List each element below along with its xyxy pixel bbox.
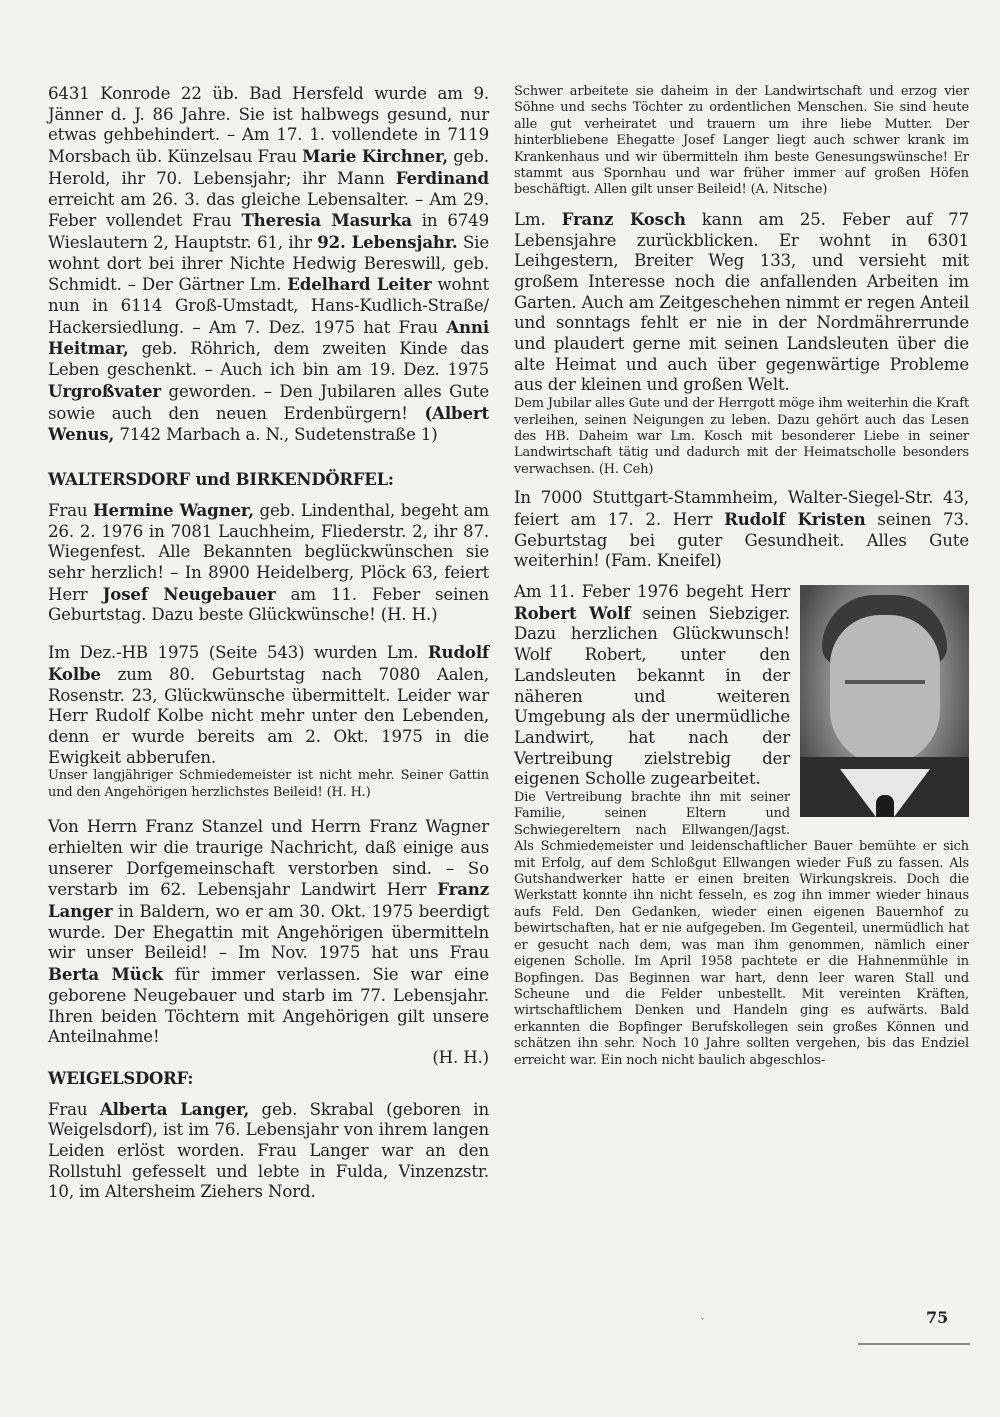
text: geb. Lindenthal, begeht am 26. 2. 1976 in 7081 Lauchheim, Fliederstr. 2, ihr 87. Wiegenfest. Alle Bekannten beglückwünschen sie sehr herzlich! – In 8900 Heidelberg, Plöck 63, feiert Herr [48, 500, 489, 604]
text: Frau [48, 1099, 100, 1119]
name-rudolf-kolbe: Rudolf Kolbe [48, 642, 489, 684]
text: kann am 25. Feber auf 77 Lebensjahre zurückblicken. Er wohnt in 6301 Leihgestern, Breiter Weg 133, und versieht mit großem Interesse noch die anfallenden Arbeiten im Garten. Auch am Zeitgeschehen nimmt er regen Anteil und sonntags fehlt er nie in der Nordmährerrunde und plaudert gerne mit seinen Landsleuten über die alte Heimat und auch über gegenwärtige Probleme aus der kleinen und großen Welt. [514, 209, 969, 395]
paragraph-alberta-langer [48, 1099, 489, 1204]
emphasis-92-lebensjahr: 92. Lebensjahr. [317, 231, 458, 252]
text: geworden. – Den Jubilaren alles Gute sowie auch den neuen Erdenbürgern! [48, 381, 489, 423]
section-heading-waltersdorf: WALTERSDORF und BIRKENDÖRFEL: [48, 469, 394, 489]
text: In 7000 Stuttgart-Stammheim, Walter-Siegel-Str. 43, feiert am 17. 2. Herr [514, 488, 969, 529]
paragraph-kosch-wishes: Dem Jubilar alles Gute und der Herrgott möge ihm weiterhin die Kraft verleihen, seinen Neigungen zu leben. Dazu gehört auch das Lesen des HB. Daheim war Lm. Kosch mit besonderer Liebe in seiner Landwirtschaft tätig und dadurch mit der Heimatscholle besonders verwachsen. (H. Ceh) [514, 396, 969, 477]
name-albert-wenus: (Albert Wenus, [48, 402, 489, 445]
text: Im Dez.-HB 1975 (Seite 543) wurden Lm. [48, 643, 428, 663]
page-number: 75 [926, 1308, 949, 1327]
text: geb. Skrabal (geboren in Weigelsdorf), ist im 76. Lebensjahr von ihrem langen Leiden erlöst worden. Frau Langer war an den Rollstuhl gefesselt und lebte in Fulda, Vinzenzstr. 10, im Altersheim Ziehers Nord. [48, 1099, 489, 1202]
name-josef-neugebauer: Josef Neugebauer [102, 583, 276, 604]
text: Sie wohnt dort bei ihrer Nichte Hedwig Bereswill, geb. Schmidt. – Der Gärtner Lm. [48, 232, 489, 295]
text: Frau [48, 500, 94, 520]
text: 7142 Marbach a. N., Sudetenstraße 1) [114, 425, 438, 445]
text: Lm. [514, 209, 562, 229]
text: in Baldern, wo er am 30. Okt. 1975 beerdigt wurde. Der Ehegattin mit Angehörigen übermitteln wir unser Beileid! – Im Nov. 1975 hat uns Frau [48, 902, 489, 963]
paragraph-hermine-wagner [48, 500, 489, 626]
paragraph-langer-family: Schwer arbeitete sie daheim in der Landwirtschaft und erzog vier Söhne und sechs Töchter zu ordentlichen Menschen. Sie sind heute alle gut verheiratet und trauern um ihre liebe Mutter. Der hinterbliebene Ehegatte Josef Langer liegt auch schwer krank im Krankenhaus und wir übermitteln ihm beste Genesungswünsche! Er stammt aus Spornhau und war früher immer auf großen Höfen beschäftigt. Allen gilt unser Beileid! (A. Nitsche) [514, 84, 969, 198]
section-heading-weigelsdorf: WEIGELSDORF: [48, 1068, 194, 1088]
portrait-photo-robert-wolf [800, 585, 969, 817]
text: seinen Siebziger. Dazu herzlichen Glückwunsch! Wolf Robert, unter den Landsleuten bekannt in der näheren und weiteren Umgebung als der unermüdliche Landwirt, hat nach der Vertreibung zielstrebig der eigenen Scholle zugearbeitet. [514, 603, 790, 789]
left-column [48, 84, 489, 1203]
text: erreicht am 26. 3. das gleiche Lebensalter. – Am 29. Feber vollendet Frau [48, 189, 489, 231]
paragraph-rudolf-kolbe [48, 642, 489, 768]
emphasis-urgrossvater: Urgroßvater [48, 380, 161, 401]
paragraph-wolf-biography: Die Vertreibung brachte ihn mit seiner Familie, seinen Eltern und Schwiegereltern nach Ellwangen/Jagst. Als Schmiedemeister und leidenschaftlicher Bauer bemühte er sich mit Erfolg, auf dem Schloßgut Ellwangen wieder Fuß zu fassen. Als Gutshandwerker hatte er einen breiten Wirkungskreis. Doch die Werkstatt konnte ihn nicht fesseln, es zog ihn immer wieder hinaus aufs Feld. Den Gedanken, wieder einen eigenen Bauernhof zu bewirtschaften, hat er nie aufgegeben. Im Gegenteil, unermüdlich hat er gesucht nach dem, was man ihm genommen, nämlich einer eigenen Scholle. Im April 1958 pachtete er die Hahnenmühle in Bopfingen. Das Beginnen war hart, denn leer waren Stall und Scheune und die Felder unbestellt. Mit vereinten Kräften, wirtschaftlichem Denken und Handeln ging es aufwärts. Bald erkannten die Bopfinger Berufskollegen sein großes Können und schätzen ihn sehr. Noch 10 Jahre sollten vergehen, bis das Endziel erreicht war. Ein noch nicht baulich abgeschlos- [514, 790, 969, 1068]
name-anni-heitmar: Anni Heitmar, [48, 316, 489, 359]
name-rudolf-kristen: Rudolf Kristen [724, 508, 866, 529]
text: in 6749 Wieslautern 2, Hauptstr. 61, ihr [48, 211, 489, 252]
paragraph-kolbe-condolence: Unser langjähriger Schmiedemeister ist nicht mehr. Seiner Gattin und den Angehörigen herzlichstes Beileid! (H. H.) [48, 768, 489, 800]
signature-hh: (H. H.) [432, 1047, 489, 1067]
paragraph-rudolf-kristen [514, 488, 969, 572]
name-robert-wolf: Robert Wolf [514, 602, 631, 623]
photo-image [800, 585, 969, 817]
footer-rule [858, 1343, 970, 1345]
text: geb. Herold, ihr 70. Lebensjahr; ihr Mann [48, 147, 489, 188]
text: zum 80. Geburtstag nach 7080 Aalen, Rosenstr. 23, Glückwünsche übermittelt. Leider war Herr Rudolf Kolbe nicht mehr unter den Lebenden, denn er wurde bereits am 2. Okt. 1975 in die Ewigkeit abberufen. [48, 664, 489, 767]
text: am 11. Feber seinen Geburtstag. Dazu beste Glückwünsche! (H. H.) [48, 584, 489, 625]
name-franz-langer: Franz Langer [48, 879, 489, 922]
text: wohnt nun in 6114 Groß-Umstadt, Hans-Kudlich-Straße/ Hackersiedlung. – Am 7. Dez. 1975 hat Frau [48, 275, 489, 337]
name-edelhard-leiter: Edelhard Leiter [287, 274, 432, 295]
text: Von Herrn Franz Stanzel und Herrn Franz Wagner erhielten wir die traurige Nachricht, daß einige aus unserer Dorfgemeinschaft verstorben sind. – So verstarb im 62. Lebensjahr Landwirt Herr [48, 817, 489, 900]
name-ferdinand: Ferdinand [395, 167, 489, 188]
name-alberta-langer: Alberta Langer, [99, 1098, 250, 1119]
text: seinen 73. Geburtstag bei guter Gesundheit. Alles Gute weiterhin! (Fam. Kneifel) [514, 509, 969, 571]
scan-mark: ˇ [700, 1318, 705, 1329]
name-franz-kosch: Franz Kosch [561, 208, 686, 229]
name-berta-mueck: Berta Mück [48, 964, 163, 985]
name-theresia-masurka: Theresia Masurka [241, 210, 412, 231]
paragraph-franz-kosch [514, 209, 969, 396]
text: 6431 Konrode 22 üb. Bad Hersfeld wurde am 9. Jänner d. J. 86 Jahre. Sie ist halbwegs gesund, nur etwas gehbehindert. – Am 17. 1. vollendete in 7119 Morsbach üb. Künzelsau Frau [48, 84, 489, 167]
text: geb. Röhrich, dem zweiten Kinde das Leben geschenkt. – Auch ich bin am 19. Dez. 1975 [48, 339, 489, 380]
name-hermine-wagner: Hermine Wagner, [93, 499, 254, 520]
text: Am 11. Feber 1976 begeht Herr [514, 582, 790, 602]
name-marie-kirchner: Marie Kirchner, [302, 146, 449, 167]
text: für immer verlassen. Sie war eine geborene Neugebauer und starb im 77. Lebensjahr. Ihren beiden Töchtern mit Angehörigen gilt unsere Anteilnahme! [48, 965, 489, 1047]
paragraph-birthdays-konrode [48, 84, 489, 446]
right-column [514, 84, 969, 1069]
paragraph-deaths-dorfgemeinschaft [48, 817, 489, 1048]
